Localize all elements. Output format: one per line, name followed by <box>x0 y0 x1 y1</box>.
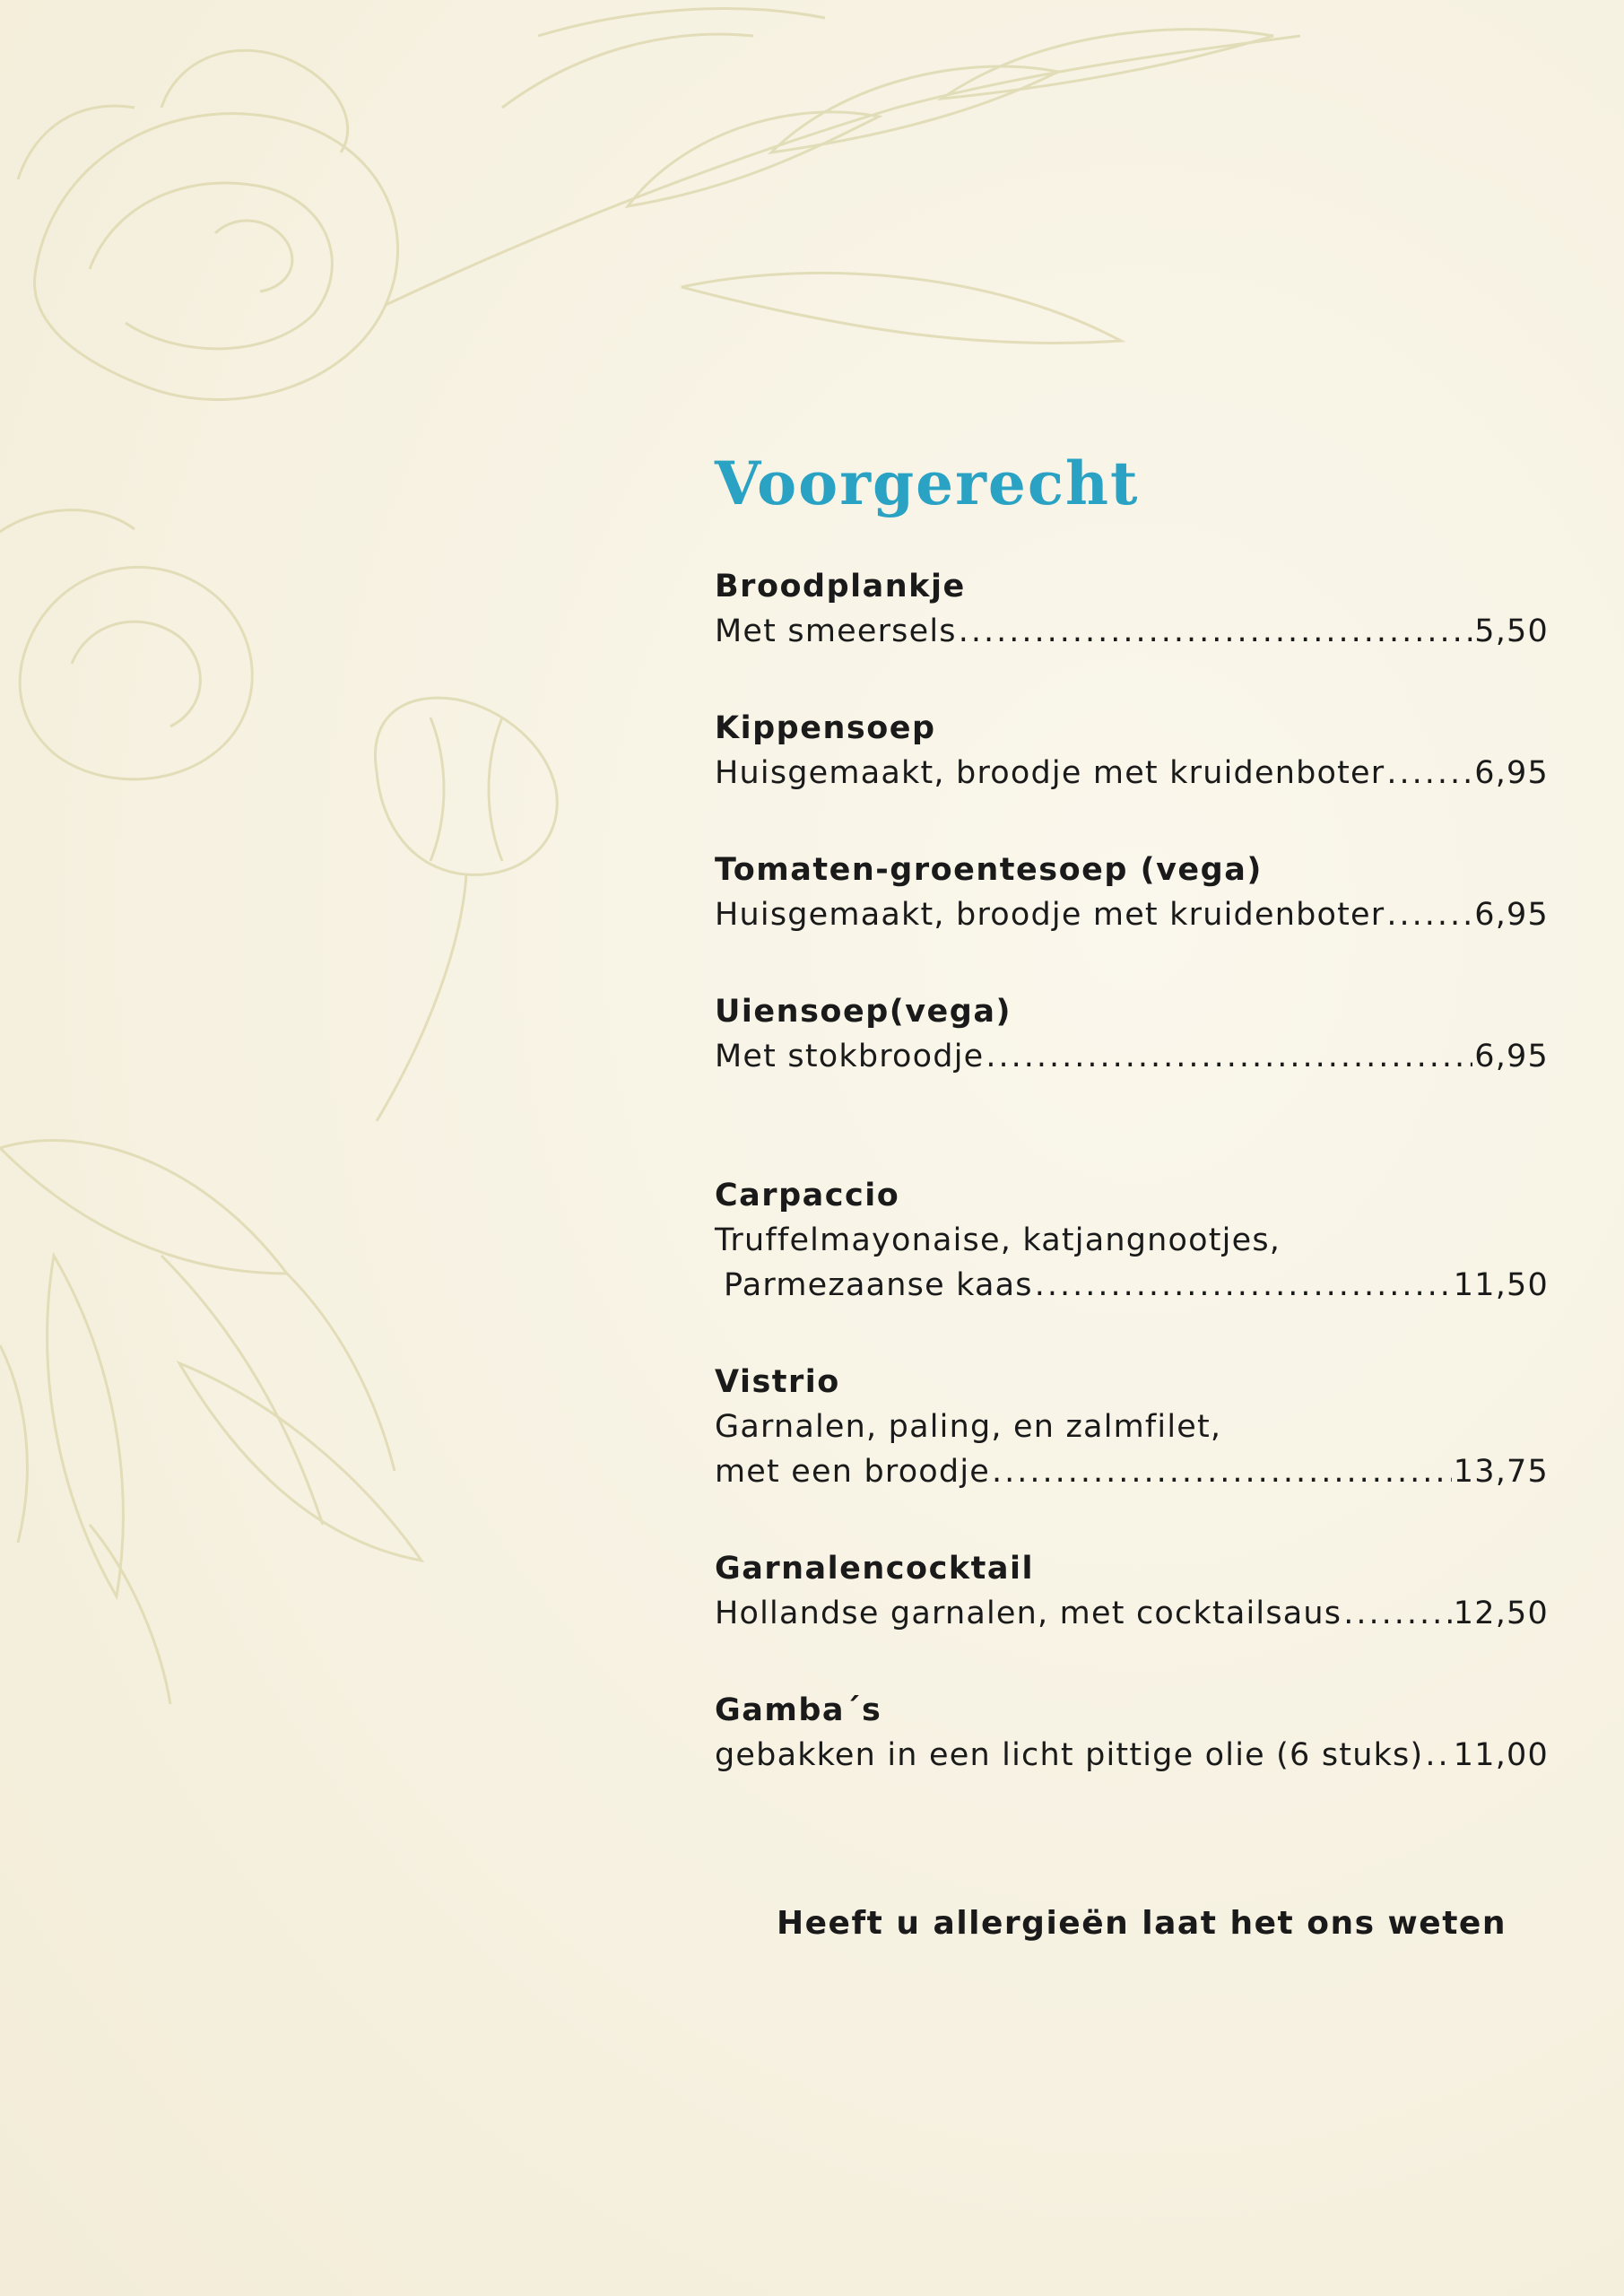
menu-item-gambas <box>715 1688 1558 1778</box>
menu-item-description: Truffelmayonaise, katjangnootjes, <box>715 1222 1281 1259</box>
dot-leader <box>1035 1263 1452 1308</box>
menu-section <box>715 448 1558 1830</box>
menu-item-price: 6,95 <box>1474 755 1549 792</box>
dot-leader <box>1425 1733 1451 1778</box>
menu-item-name: Broodplankje <box>715 569 966 605</box>
menu-item-price-line <box>715 609 1549 654</box>
dot-leader <box>1386 892 1472 937</box>
menu-item-garnalencocktail <box>715 1546 1558 1636</box>
section-title: Voorgerecht <box>715 448 1140 518</box>
menu-item-vistrio <box>715 1360 1558 1494</box>
menu-item-price-line <box>715 1263 1549 1308</box>
menu-item-price-line <box>715 751 1549 796</box>
menu-item-kippensoep <box>715 706 1558 796</box>
menu-item-price: 13,75 <box>1453 1454 1549 1491</box>
menu-item-name: Vistrio <box>715 1364 840 1401</box>
menu-item-price-line <box>715 1034 1549 1079</box>
dot-leader <box>959 609 1473 654</box>
menu-item-carpaccio <box>715 1173 1558 1308</box>
menu-item-name: Garnalencocktail <box>715 1551 1034 1587</box>
menu-item-price: 11,50 <box>1453 1267 1549 1304</box>
menu-item-name: Carpaccio <box>715 1178 900 1214</box>
menu-item-price-line <box>715 892 1549 937</box>
menu-item-price: 6,95 <box>1474 897 1549 934</box>
menu-item-description: met een broodje <box>715 1454 990 1491</box>
menu-item-price-line <box>715 1449 1549 1494</box>
menu-item-description: Huisgemaakt, broodje met kruidenboter <box>715 755 1385 792</box>
allergy-notice: Heeft u allergieën laat het ons weten <box>777 1905 1507 1942</box>
menu-item-uiensoep <box>715 989 1558 1079</box>
menu-item-price-line <box>715 1591 1549 1636</box>
menu-item-price: 12,50 <box>1453 1596 1549 1632</box>
menu-item-description: Met smeersels <box>715 613 957 650</box>
menu-item-description: Met stokbroodje <box>715 1039 985 1075</box>
dot-leader <box>992 1449 1452 1494</box>
menu-item-price: 6,95 <box>1474 1039 1549 1075</box>
menu-item-name: Tomaten-groentesoep (vega) <box>715 852 1263 889</box>
menu-item-price-line <box>715 1733 1549 1778</box>
menu-item-price: 11,00 <box>1453 1737 1549 1774</box>
menu-item-price: 5,50 <box>1474 613 1549 650</box>
dot-leader <box>986 1034 1472 1079</box>
dot-leader <box>1386 751 1472 796</box>
dot-leader <box>1343 1591 1452 1636</box>
menu-item-description: Hollandse garnalen, met cocktailsaus <box>715 1596 1342 1632</box>
menu-item-description: Huisgemaakt, broodje met kruidenboter <box>715 897 1385 934</box>
menu-item-name: Gamba´s <box>715 1692 882 1729</box>
menu-item-name: Kippensoep <box>715 710 936 747</box>
menu-item-tomaten-groentesoep <box>715 848 1558 937</box>
menu-item-description: gebakken in een licht pittige olie (6 stuks) <box>715 1737 1424 1774</box>
menu-item-description: Parmezaanse kaas <box>724 1267 1033 1304</box>
menu-item-description: Garnalen, paling, en zalmfilet, <box>715 1409 1222 1446</box>
menu-item-name: Uiensoep(vega) <box>715 994 1012 1031</box>
menu-item-broodplankje <box>715 564 1558 654</box>
